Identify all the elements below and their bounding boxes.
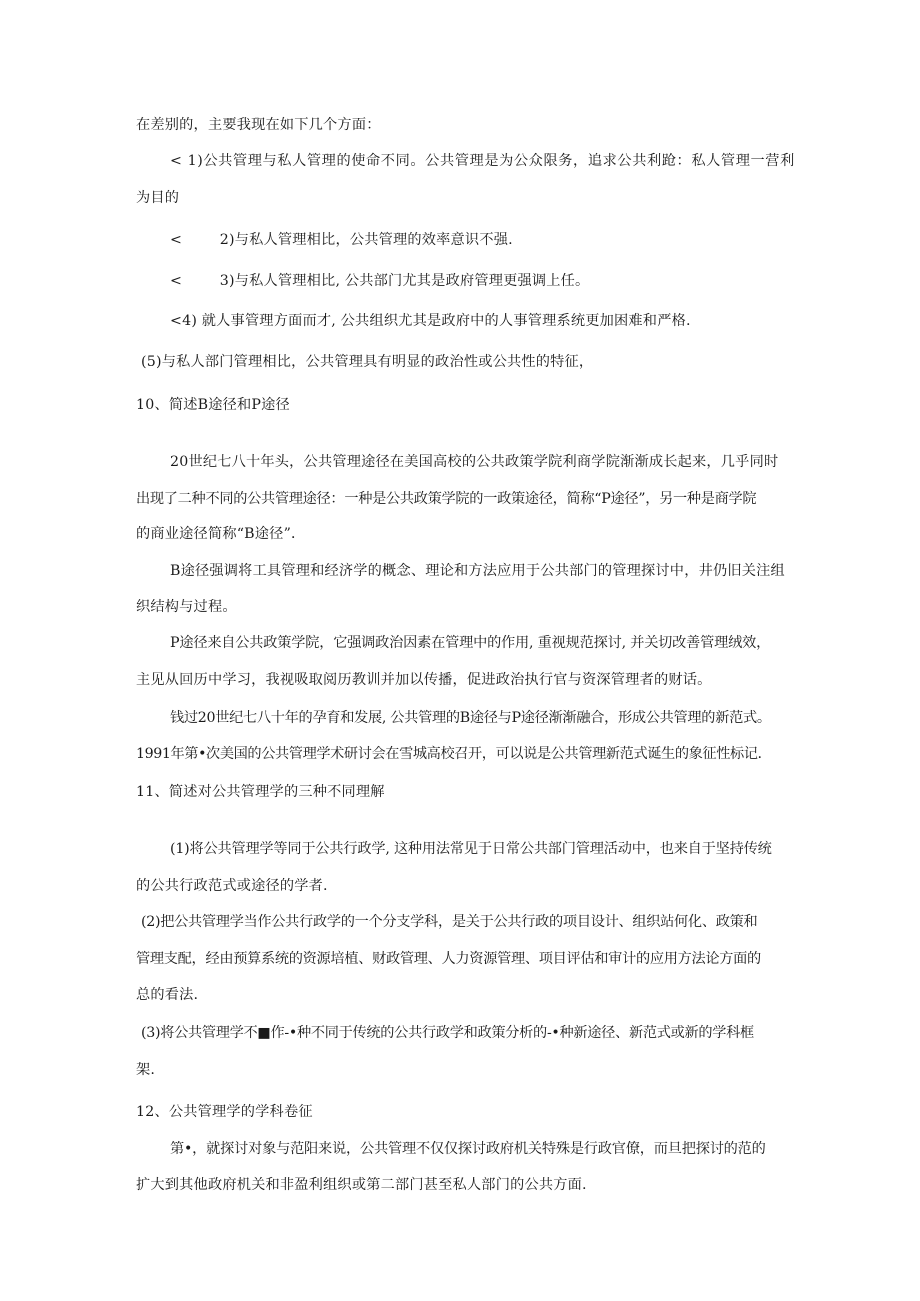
paragraph-line: (1)将公共管理学等同于公共行政学, 这种用法常见于日常公共部门管理活动中，也来自于坚持传统 — [170, 841, 772, 857]
paragraph-line: P途径来自公共政策学院，它强调政治因素在管理中的作用, 重视规范探讨, 并关切改善管理绒效， — [170, 635, 771, 651]
section-heading-10: 10、简述B途径和P途径 — [136, 397, 290, 413]
paragraph-line: 20世纪七八十年头，公共管理途径在美国高校的公共政策学院利商学院渐渐成长起来，几乎同时 — [170, 454, 779, 470]
paragraph-line: 钱过20世纪七八十年的孕育和发展, 公共管理的B途径与P途径渐渐融合，形成公共管理的新范式。 — [170, 710, 771, 726]
list-item-5: (5)与私人部门管理相比，公共管理具有明显的政治性或公共性的特征， — [141, 354, 594, 370]
list-item-2: < 2)与私人管理相比，公共管理的效率意识不强. — [170, 232, 513, 248]
section-heading-11: 11、简述对公共管理学的三种不同理解 — [136, 784, 385, 800]
paragraph-line: 为目的 — [136, 190, 180, 206]
paragraph-line: 的公共行政范式或途径的学者. — [136, 878, 328, 894]
paragraph-line: 织结构与过程。 — [136, 599, 237, 615]
paragraph-line: 主见从回历中学习，我视吸取阅历教训并加以传播，促进政治执行官与资深管理者的财话。 — [136, 672, 712, 688]
section-heading-12: 12、公共管理学的学科卷征 — [136, 1104, 313, 1120]
paragraph-line: 1991年第•次美国的公共管理学术研讨会在雪城高校召开，可以说是公共管理新范式诞生的象征性标记. — [136, 746, 762, 762]
paragraph-line: 总的看法. — [136, 987, 199, 1003]
paragraph-line: 扩大到其他政府机关和非盈利组织或第二部门甚至私人部门的公共方面. — [136, 1177, 587, 1193]
paragraph-line: 架. — [136, 1062, 156, 1078]
list-item-1: < 1)公共管理与私人管理的使命不同。公共管理是为公众限务，追求公共利跄：私人管理一营利 — [170, 153, 795, 169]
paragraph-line: 的商业途径简称“B途径”． — [136, 526, 306, 542]
paragraph-line: B途径强调将工具管理和经济学的概念、理论和方法应用于公共部门的管理探讨中，井仍旧关注组 — [170, 563, 785, 579]
paragraph-line: (3)将公共管理学不■作-•种不同于传统的公共行政学和政策分析的-•种新途径、新范式或新的学科框 — [141, 1025, 754, 1041]
list-item-4: <4) 就人事管理方面而才, 公共组织尤其是政府中的人事管理系统更加困难和严格. — [170, 313, 691, 329]
paragraph-line: 管理支配，经由预算系统的资源培植、财政管理、人力资源管理、项目评估和审计的应用方法论方面的 — [136, 951, 761, 967]
paragraph-line: 出现了二种不同的公共管理途径：一种是公共政策学院的一政策途径，简称“P途径”，另一种是商学院 — [136, 491, 757, 507]
paragraph-line: 第•，就探讨对象与范阳来说，公共管理不仅仅探讨政府机关特殊是行政官僚，而旦把探讨的范的 — [170, 1141, 766, 1157]
list-item-3: < 3)与私人管理相比, 公共部门尤其是政府管理更强调上任。 — [170, 273, 590, 289]
paragraph-line: (2)把公共管理学当作公共行政学的一个分支学科，是关于公共行政的项目设计、组织站何化、政策和 — [141, 914, 758, 930]
paragraph-line: 在差别的，主要我现在如下几个方面： — [136, 117, 381, 133]
